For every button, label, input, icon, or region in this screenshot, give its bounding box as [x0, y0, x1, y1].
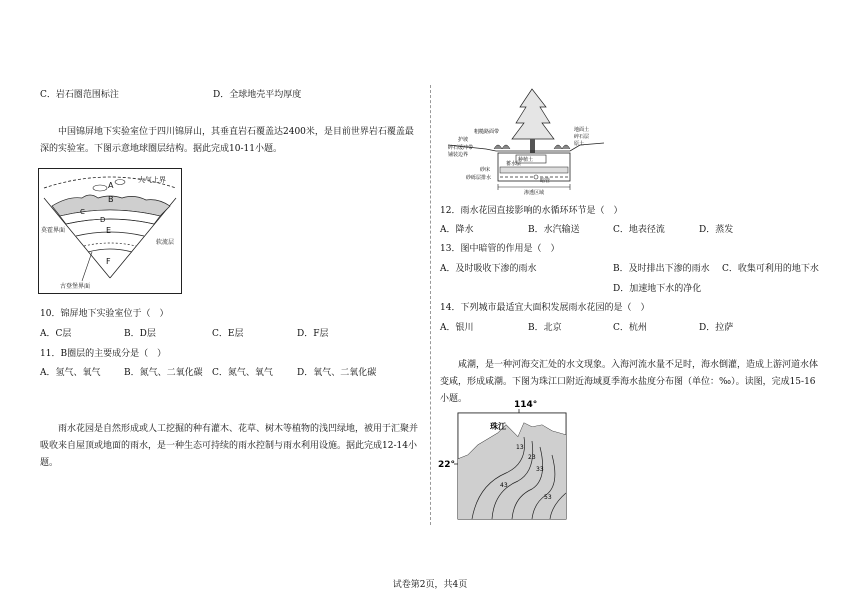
- q10-option-d: D．F层: [297, 329, 329, 339]
- layer-e-label: E: [106, 226, 112, 235]
- layer-a-label: A: [108, 181, 114, 190]
- q10-option-b: B．D层: [124, 329, 156, 339]
- layer-d-label: D: [100, 216, 106, 224]
- column-divider: [430, 85, 431, 525]
- fig2-label-gravel: 砂砾层排水: [466, 175, 492, 181]
- intro-salt-tide: 咸潮，是一种河海交汇处的水文现象。入海河流水量不足时，海水倒灌，造成上游河道水体变咸，形成咸潮。下图为珠江口附近海域夏季海水盐度分布图（单位：‰）。读图，完成15-16小题。: [440, 360, 819, 404]
- fig2-label-paving: 铺装边界: [448, 152, 469, 158]
- fig2-label-infiltration: 渗透区域: [524, 190, 545, 195]
- q12-option-b: B．水汽输送: [528, 225, 580, 235]
- asthenosphere-label: 软流层: [156, 239, 175, 246]
- q14-option-c: C．杭州: [613, 323, 647, 333]
- layer-b-label: B: [108, 195, 114, 204]
- intro-jinping: 中国锦屏地下实验室位于四川锦屏山，其垂直岩石覆盖达2400米，是目前世界岩石覆盖最深的实验室。下图示意地球圈层结构。据此完成10-11小题。: [40, 127, 414, 154]
- question-10: 10．锦屏地下实验室位于（ ）: [40, 309, 169, 319]
- q11-option-a: A．氢气、氧气: [40, 368, 101, 378]
- q12-option-c: C．地表径流: [613, 225, 665, 235]
- atmosphere-top-label: 大气上界: [138, 176, 166, 184]
- fig2-label-storage: 蓄水层: [506, 161, 522, 167]
- salinity-map-figure: [432, 397, 572, 523]
- q13-option-c: C．收集可利用的地下水: [722, 264, 819, 274]
- q14-option-d: D．拉萨: [699, 323, 734, 333]
- intro-rain-garden: 雨水花园是自然形成或人工挖掘的种有灌木、花草、树木等植物的浅凹绿地，被用于汇聚并吸收来自屋顶或地面的雨水，是一种生态可持续的雨水控制与雨水利用设施。据此完成12-14小题。: [40, 424, 419, 468]
- q10-option-a: A．C层: [40, 329, 72, 339]
- fig2-label-rough-band: 粗糙路面带: [474, 129, 500, 135]
- fig2-label-native-soil: 原土: [574, 141, 585, 147]
- q10-option-c: C．E层: [212, 329, 244, 339]
- fig2-label-slope: 护坡: [458, 137, 469, 143]
- contour-43: 43: [500, 482, 508, 489]
- fig2-label-gravel-edge: 碎石缓冲带: [448, 145, 474, 151]
- option-d-text: D．全球地壳平均厚度: [213, 90, 302, 100]
- earth-layers-figure: [38, 168, 182, 294]
- q13-option-b: B．及时排出下渗的雨水: [613, 264, 710, 274]
- q13-option-d: D．加速地下水的净化: [613, 284, 702, 294]
- layer-c-label: C: [80, 208, 85, 216]
- question-14: 14．下列城市最适宜大面积发展雨水花园的是（ ）: [440, 303, 650, 313]
- q12-option-d: D．蒸发: [699, 225, 734, 235]
- q13-option-a: A．及时吸收下渗的雨水: [440, 264, 537, 274]
- pearl-river-label: 珠江: [490, 422, 506, 431]
- moho-label: 莫霍界面: [41, 227, 66, 234]
- gutenberg-label: 古登堡界面: [60, 283, 91, 290]
- fig2-label-pipe: 暗管: [540, 178, 551, 184]
- longitude-label: 114°: [514, 400, 538, 410]
- contour-33: 33: [536, 466, 544, 473]
- contour-13: 13: [516, 444, 524, 451]
- q12-option-a: A．降水: [440, 225, 474, 235]
- fig2-label-gravel-layer: 碎石层: [574, 134, 590, 140]
- option-c-text: C．岩石圈范围标注: [40, 90, 119, 100]
- contour-53: 53: [544, 494, 552, 501]
- q11-option-d: D．氧气、二氧化碳: [297, 368, 377, 378]
- rain-garden-figure: [446, 85, 606, 195]
- layer-f-label: F: [106, 257, 111, 266]
- question-11: 11．B圈层的主要成分是（ ）: [40, 349, 167, 359]
- q14-option-a: A．银川: [440, 323, 474, 333]
- fig2-label-surface-soil: 地面土: [574, 127, 590, 133]
- question-13: 13．图中暗管的作用是（ ）: [440, 244, 560, 254]
- contour-23: 23: [528, 454, 536, 461]
- q11-option-b: B．氮气、二氧化碳: [124, 368, 203, 378]
- q14-option-b: B．北京: [528, 323, 562, 333]
- latitude-label: 22°: [438, 460, 456, 470]
- question-12: 12．雨水花园直接影响的水循环环节是（ ）: [440, 206, 623, 216]
- q11-option-c: C．氮气、氧气: [212, 368, 273, 378]
- fig2-label-planting-soil: 种植土: [518, 157, 534, 163]
- page-footer: 试卷第2页，共4页: [392, 580, 468, 590]
- fig2-label-sandbed: 砂床: [480, 167, 491, 173]
